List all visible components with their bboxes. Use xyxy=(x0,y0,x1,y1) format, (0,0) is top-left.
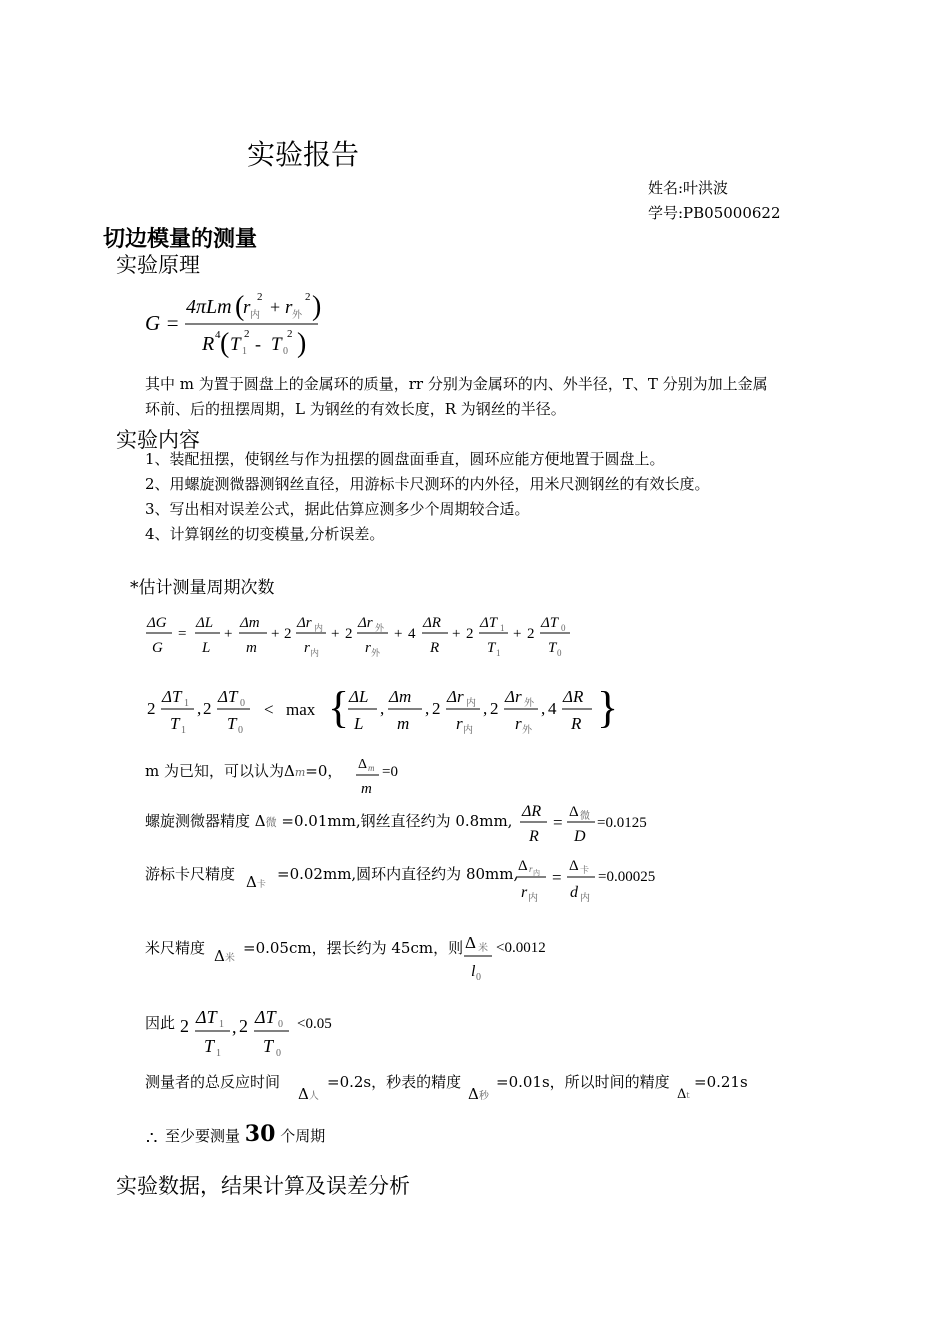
paren-open: ( xyxy=(220,328,230,359)
sym-m: m xyxy=(361,781,372,797)
sub-1: 1 xyxy=(242,346,247,357)
coef-2: 2 xyxy=(466,626,474,642)
delta-G: ΔG xyxy=(147,615,167,631)
principle-desc-line-2: 环前、后的扭摆周期，L 为钢丝的有效长度，R 为钢丝的半径。 xyxy=(145,400,566,418)
delta-m-over-m xyxy=(352,752,432,798)
content-item-3: 3、写出相对误差公式，据此估算应测多少个周期较合适。 xyxy=(145,500,530,518)
conclusion-pre: 至少要测量 xyxy=(165,1127,241,1145)
delta-symbol: Δ xyxy=(284,762,295,780)
formula-G: G = xyxy=(145,311,180,335)
delta-symbol: Δ xyxy=(358,757,368,772)
op-plus: + xyxy=(452,626,461,642)
subject-heading: 切边模量的测量 xyxy=(103,227,258,252)
reaction-delta xyxy=(298,1082,319,1109)
therefore-pre: 因此 xyxy=(145,1014,176,1032)
delta-m: Δm xyxy=(240,615,260,631)
sub-0: 0 xyxy=(561,623,566,633)
caliper-val: =0.02mm,圆环内直径约为 80mm, xyxy=(277,865,519,883)
comma: , xyxy=(380,699,385,718)
micrometer-val: =0.01mm,钢丝直径约为 0.8mm, xyxy=(281,812,513,830)
sub-outer: 外 xyxy=(371,648,381,658)
coef-2: 2 xyxy=(432,699,441,718)
sub-0: 0 xyxy=(276,1048,281,1059)
comma: , xyxy=(197,699,202,718)
sub-inner: 内 xyxy=(310,648,320,658)
coef-2: 2 xyxy=(203,699,212,718)
m-known-val2: =0 xyxy=(382,764,398,780)
reaction-val: =0.2s，秒表的精度 xyxy=(327,1073,462,1091)
caliper-text xyxy=(145,862,235,887)
delta-T0: ΔT xyxy=(541,615,559,631)
caliper-res: =0.00025 xyxy=(598,869,656,885)
sym-r: r xyxy=(529,864,533,874)
exp-2: 2 xyxy=(257,291,263,303)
sym-T1: T xyxy=(230,334,241,355)
sub-inner: 内 xyxy=(466,698,476,709)
sub-0: 0 xyxy=(278,1019,283,1030)
principle-desc-line-1: 其中 m 为置于圆盘上的金属环的质量，rr 分别为金属环的内、外半径，T、T 分别为加上金属 xyxy=(145,375,768,393)
sub-m: m xyxy=(368,763,375,773)
section-content: 实验内容 xyxy=(116,428,200,452)
sub-ka: 卡 xyxy=(580,865,590,875)
delta-symbol: Δ xyxy=(214,947,225,965)
ruler-delta xyxy=(214,944,235,971)
sub-wei: 微 xyxy=(265,816,277,829)
m-known-text xyxy=(145,759,342,785)
shear-modulus-formula xyxy=(140,280,340,360)
coef-2: 2 xyxy=(284,626,292,642)
exp-2: 2 xyxy=(305,291,311,303)
sub-1: 1 xyxy=(500,623,505,633)
delta-symbol: Δ xyxy=(569,858,579,874)
reaction-pre: 测量者的总反应时间 xyxy=(145,1073,281,1091)
numerator-4piLm: 4πLm xyxy=(186,296,232,318)
sub-inner: 内 xyxy=(528,893,538,904)
delta-R-over-R-formula xyxy=(516,798,666,848)
coef-2: 2 xyxy=(527,626,535,642)
sym-r-inner: r xyxy=(243,297,251,318)
sub-inner: 内 xyxy=(314,623,324,633)
sym-d-inner: d xyxy=(570,884,578,901)
delta-T1: ΔT xyxy=(480,615,498,631)
conclusion-text xyxy=(165,1122,325,1149)
delta-T1: ΔT xyxy=(196,1007,217,1027)
coef-4: 4 xyxy=(408,626,416,642)
sym-R: R xyxy=(571,714,582,733)
relative-error-formula xyxy=(140,605,590,665)
stopwatch-delta xyxy=(468,1082,489,1109)
delta-m: Δm xyxy=(389,687,412,706)
sym-T1: T xyxy=(170,714,180,733)
sub-inner: 内 xyxy=(580,893,590,904)
max-inequality-formula xyxy=(140,680,630,740)
sub-ka: 卡 xyxy=(256,880,266,890)
ruler-text: 米尺精度 xyxy=(145,939,206,957)
sub-0: 0 xyxy=(283,346,288,357)
m-known-pre: m 为已知，可以认为 xyxy=(145,762,284,780)
delta-r-over-r-formula xyxy=(512,850,682,910)
sym-L: L xyxy=(354,714,364,733)
sub-1: 1 xyxy=(496,648,501,658)
delta-L: ΔL xyxy=(349,687,369,706)
sub-outer: 外 xyxy=(524,698,534,709)
op-plus: + xyxy=(513,626,522,642)
op-eq: = xyxy=(178,626,187,642)
sym-r-outer: r xyxy=(285,297,293,318)
time-error-formula xyxy=(175,1000,355,1060)
comma: , xyxy=(232,1017,237,1037)
paren-close: ) xyxy=(297,328,307,359)
sym-D: D xyxy=(574,828,586,845)
sym-m: m xyxy=(397,714,410,733)
delta-R: ΔR xyxy=(522,803,542,820)
sym-T0: T xyxy=(263,1036,274,1056)
comma: , xyxy=(483,699,488,718)
ruler-res: <0.0012 xyxy=(496,940,546,956)
exp-2: 2 xyxy=(287,328,293,340)
sym-L: L xyxy=(202,640,211,656)
op-plus: + xyxy=(224,626,233,642)
sub-miao: 秒 xyxy=(478,1091,489,1102)
op-lt: < xyxy=(264,700,274,719)
conclusion-number: 30 xyxy=(244,1121,276,1147)
sub-outer: 外 xyxy=(375,623,385,633)
delta-symbol: Δ xyxy=(518,858,528,874)
delta-T1: ΔT xyxy=(162,687,182,706)
therefore-res: <0.05 xyxy=(297,1016,332,1032)
sub-inner: 内 xyxy=(250,310,260,321)
sub-m: m xyxy=(294,766,306,779)
comma: , xyxy=(425,699,430,718)
sym-G: G xyxy=(152,640,163,656)
sub-wei: 微 xyxy=(580,811,590,822)
brace-open: { xyxy=(328,683,350,732)
delta-L: ΔL xyxy=(196,615,214,631)
delta-mi-over-l0-formula xyxy=(460,926,570,986)
delta-r-outer: Δr xyxy=(358,615,373,631)
caliper-delta xyxy=(246,870,266,898)
sub-0: 0 xyxy=(240,698,245,709)
exp-4: 4 xyxy=(215,329,221,341)
sym-R: R xyxy=(529,828,539,845)
op-plus: + xyxy=(271,626,280,642)
sym-R: R xyxy=(430,640,440,656)
ruler-val: =0.05cm，摆长约为 45cm，则 xyxy=(243,939,464,957)
delta-r-inner: Δr xyxy=(297,615,312,631)
section-principle: 实验原理 xyxy=(116,253,200,277)
sub-1: 1 xyxy=(216,1048,221,1059)
delta-T0: ΔT xyxy=(255,1007,276,1027)
time-res: =0.21s xyxy=(694,1073,748,1091)
conclusion-post: 个周期 xyxy=(280,1127,326,1145)
sub-0: 0 xyxy=(557,648,562,658)
sym-T1: T xyxy=(487,640,496,656)
micrometer-text xyxy=(145,809,512,835)
sym-m: m xyxy=(246,640,257,656)
sub-1: 1 xyxy=(181,725,186,736)
delta-symbol: Δ xyxy=(254,812,266,830)
brace-close: } xyxy=(597,683,619,732)
sym-r-inner: r xyxy=(521,884,528,901)
delta-R: ΔR xyxy=(423,615,441,631)
micrometer-res: =0.0125 xyxy=(597,815,647,831)
sym-r-inner: r xyxy=(304,640,310,656)
op-eq: = xyxy=(552,868,562,887)
sub-mi: 米 xyxy=(478,943,488,954)
delta-symbol: Δ xyxy=(569,804,579,820)
caliper-pre: 游标卡尺精度 xyxy=(145,865,236,883)
sub-ren: 人 xyxy=(308,1091,319,1102)
coef-2: 2 xyxy=(345,626,353,642)
coef-2: 2 xyxy=(490,699,499,718)
sub-outer: 外 xyxy=(522,725,532,736)
section-results: 实验数据，结果计算及误差分析 xyxy=(116,1174,410,1198)
sym-T0: T xyxy=(227,714,237,733)
section-estimate: *估计测量周期次数 xyxy=(130,578,275,598)
op-minus: - xyxy=(255,334,261,354)
stopwatch-val: =0.01s，所以时间的精度 xyxy=(496,1073,670,1091)
delta-symbol: Δ xyxy=(465,933,476,952)
coef-2: 2 xyxy=(180,1016,189,1036)
delta-R: ΔR xyxy=(563,687,584,706)
document-title: 实验报告 xyxy=(247,138,360,171)
delta-symbol: Δ xyxy=(468,1085,479,1103)
delta-r-inner: Δr xyxy=(447,687,464,706)
content-item-2: 2、用螺旋测微器测钢丝直径，用游标卡尺测环的内外径，用米尺测钢丝的有效长度。 xyxy=(145,475,710,493)
coef-2: 2 xyxy=(239,1016,248,1036)
delta-symbol: Δ xyxy=(298,1085,309,1103)
sym-T0: T xyxy=(548,640,557,656)
sub-1: 1 xyxy=(219,1019,224,1030)
delta-symbol: Δ xyxy=(246,873,257,891)
sym-T1: T xyxy=(204,1036,215,1056)
content-item-4: 4、计算钢丝的切变模量,分析误差。 xyxy=(145,525,385,543)
denominator-R: R xyxy=(202,333,215,355)
exp-2: 2 xyxy=(244,328,250,340)
sym-T0: T xyxy=(271,334,282,355)
max-operator: max xyxy=(286,700,316,719)
paren-close: ) xyxy=(312,291,322,322)
sub-1: 1 xyxy=(184,698,189,709)
sub-outer: 外 xyxy=(292,310,302,321)
sub-0: 0 xyxy=(238,725,243,736)
author-name: 姓名:叶洪波 xyxy=(648,179,729,197)
sym-r-outer: r xyxy=(365,640,371,656)
coef-2: 2 xyxy=(147,699,156,718)
paren-open: ( xyxy=(235,291,245,322)
op-plus: + xyxy=(394,626,403,642)
comma: , xyxy=(541,699,546,718)
coef-4: 4 xyxy=(548,699,557,718)
sub-t: t xyxy=(686,1091,690,1100)
op-plus: + xyxy=(270,297,281,317)
therefore-symbol: ∴ xyxy=(146,1128,158,1149)
m-known-val1: =0， xyxy=(305,762,343,780)
time-delta xyxy=(677,1082,690,1108)
sub-0: 0 xyxy=(476,972,481,983)
sub-inner: 内 xyxy=(533,869,540,877)
sym-r-outer: r xyxy=(515,714,522,733)
sym-l0: l xyxy=(471,963,476,980)
sub-mi: 米 xyxy=(224,953,235,964)
micrometer-pre: 螺旋测微器精度 xyxy=(145,812,251,830)
op-eq: = xyxy=(553,813,563,832)
op-plus: + xyxy=(331,626,340,642)
sub-inner: 内 xyxy=(463,725,473,736)
content-item-1: 1、装配扭摆，使钢丝与作为扭摆的圆盘面垂直，圆环应能方便地置于圆盘上。 xyxy=(145,450,665,468)
delta-r-outer: Δr xyxy=(505,687,522,706)
student-id: 学号:PB05000622 xyxy=(648,204,781,222)
sym-r-inner: r xyxy=(456,714,463,733)
delta-symbol: Δ xyxy=(677,1087,687,1102)
delta-T0: ΔT xyxy=(218,687,238,706)
